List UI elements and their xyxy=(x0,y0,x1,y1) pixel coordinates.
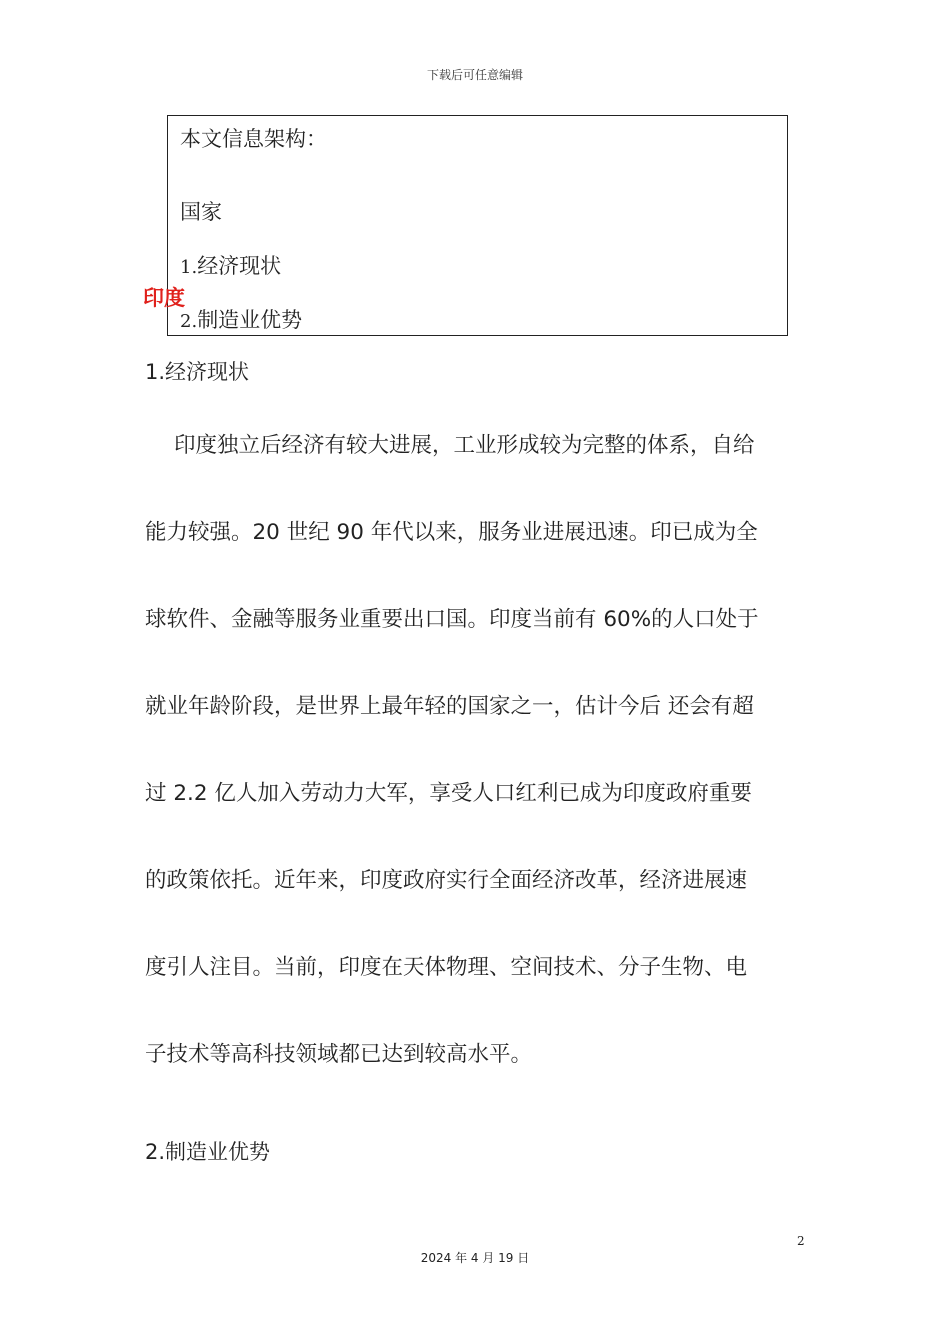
toc-item-number: 1. xyxy=(180,257,198,278)
country-label: 印度 xyxy=(143,286,185,310)
paragraph-line: 的政策依托。近年来，印度政府实行全面经济改革，经济进展速 xyxy=(145,868,748,893)
toc-item-1 xyxy=(180,256,281,277)
toc-title: 本文信息架构： xyxy=(180,127,327,151)
paragraph-line: 球软件、金融等服务业重要出口国。印度当前有 60%的人口处于 xyxy=(145,607,759,632)
header-note: 下载后可任意编辑 xyxy=(426,68,523,82)
section-heading-economy: 1.经济现状 xyxy=(145,360,250,384)
footer-date: 2024 年 4 月 19 日 xyxy=(420,1251,530,1265)
toc-item-number: 2. xyxy=(180,311,198,332)
paragraph-line: 子技术等高科技领域都已达到较高水平。 xyxy=(145,1042,533,1067)
toc-item-label: 经济现状 xyxy=(197,254,282,278)
paragraph-line: 度引人注目。当前，印度在天体物理、空间技术、分子生物、电 xyxy=(145,955,748,980)
paragraph-line: 能力较强。20 世纪 90 年代以来，服务业进展迅速。印已成为全 xyxy=(145,520,758,545)
page-number: 2 xyxy=(797,1234,805,1248)
paragraph-line: 印度独立后经济有较大进展，工业形成较为完整的体系，自给 xyxy=(174,433,755,458)
toc-item-2 xyxy=(180,310,302,331)
section-heading-manufacturing: 2.制造业优势 xyxy=(145,1140,271,1164)
toc-item-label: 制造业优势 xyxy=(197,308,303,332)
toc-country-heading: 国家 xyxy=(180,200,222,224)
paragraph-line: 就业年龄阶段，是世界上最年轻的国家之一，估计今后 还会有超 xyxy=(145,694,754,719)
paragraph-line: 过 2.2 亿人加入劳动力大军，享受人口红利已成为印度政府重要 xyxy=(145,781,752,806)
